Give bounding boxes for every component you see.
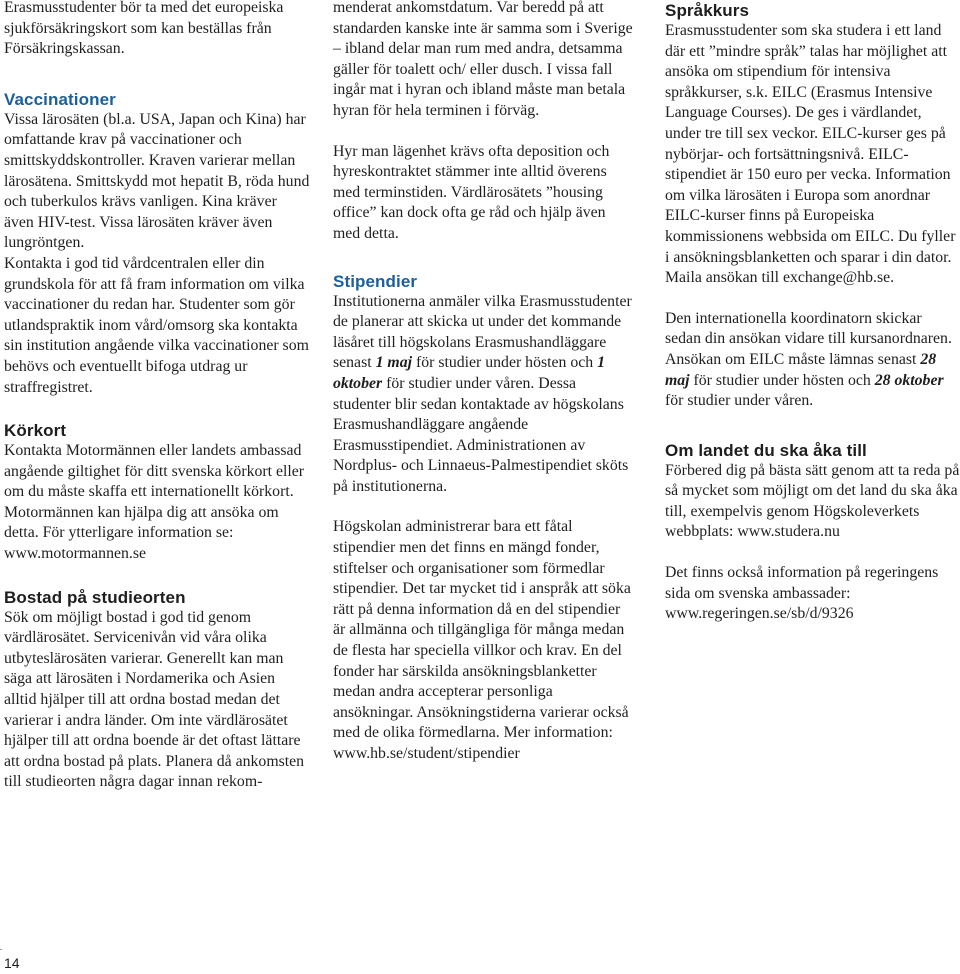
bostad-heading: Bostad på studieorten (4, 587, 186, 607)
om-landet-paragraph-1: Förbered dig på bästa sätt genom att ta reda på så mycket som möjligt om det land du ska åka till, exempelvis genom Högskoleverkets webbplats: www.studera.nu (665, 461, 960, 541)
bostad-continued-paragraph: menderat ankomstdatum. Var beredd på att standarden kanske inte är samma som i Sverige – ibland delar man rum med andra, detsamma gäller för toalett och/ eller dusch. I vissa fall ingår mat i hyran och ibland måste man betala hyran för hela terminen i förväg. (333, 0, 633, 119)
sprakkurs-paragraph-2 (665, 309, 960, 412)
deadline-1-maj: 1 maj (375, 354, 412, 372)
vaccinationer-paragraph-1: Vissa lärosäten (bl.a. USA, Japan och Kina) har omfattande krav på vaccinationer och smittskyddskontroller. Kraven varierar mellan lärosätena. Smittskydd mot hepatit B, röda hund och tuberkulos krävs vanligen. Kina kräver även HIV-test. Vissa lärosäten kräver även lungröntgen. (4, 110, 310, 252)
deadline-28-maj: 28 maj (665, 350, 937, 389)
column-1 (4, 0, 310, 793)
deposition-paragraph: Hyr man lägenhet krävs ofta deposition och hyreskontraktet stämmer inte alltid överens med terminstiden. Värdlärosätets ”housing office” kan dock ofta ge råd och hjälp även med detta. (333, 142, 610, 242)
korkort-paragraph: Kontakta Motormännen eller landets ambassad angående giltighet för ditt svenska körkort eller om du måste skaffa ett internationellt körkort. Motormännen kan hjälpa dig att ansöka om detta. För ytterligare information se: www.motormannen.se (4, 442, 305, 563)
stipendier-heading: Stipendier (333, 271, 418, 291)
intro-paragraph: Erasmusstudenter bör ta med det europeiska sjukförsäkringskort som kan beställas från Försäkringskassan. (4, 0, 284, 58)
deadline-1-oktober: 1 oktober (333, 354, 606, 392)
stipendier-paragraph-2: Högskolan administrerar bara ett fåtal stipendier men det finns en mängd fonder, stiftelser och organisationer som förmedlar stipendier. Det tar mycket tid i anspråk att söka rätt på denna information då en del stipendier är allmänna och tillgängliga för många medan de flesta har speciella villkor och krav. En del fonder har särskilda ansökningsblanketter medan andra accepterar personliga ansökningar. Ansökningstiderna varierar också med de olika förmedlarna. Mer information: www.hb.se/student/stipendier (333, 518, 631, 762)
stipendier-text-c: för studier under våren. Dessa studenter blir sedan kontaktade av högskolans Erasmushandläggare angående Erasmusstipendiet. Administrationen av Nordplus- och Linnaeus-Palmestipendiet sköts på institutionerna. (333, 374, 629, 495)
bostad-paragraph: Sök om möjligt bostad i god tid genom värdlärosätet. Servicenivån vid våra olika utbyteslärosäten varierar. Generellt kan man säga att lärosäten i Nordamerika och Asien alltid hjälper till att ordna bostad medan det varierar i andra länder. Om inte värdlärosätet hjälper till att ordna boende är det oftast lättare att ordna bostad på plats. Planera då ankomsten till studieorten några dagar innan rekom- (4, 608, 305, 791)
stipendier-paragraph-1 (333, 292, 633, 498)
vaccinationer-heading: Vaccinationer (4, 89, 116, 109)
sprakkurs-text-c: för studier under våren. (665, 392, 814, 410)
page-rule (0, 949, 2, 950)
column-2 (333, 0, 633, 765)
korkort-heading: Körkort (4, 421, 67, 441)
sprakkurs-text-b: för studier under hösten och (689, 371, 875, 389)
stipendier-text-b: för studier under hösten och (412, 354, 598, 372)
page-number: 14 (4, 955, 20, 971)
om-landet-paragraph-2: Det finns också information på regeringens sida om svenska ambassader: www.regeringen.se/sb/d/9326 (665, 564, 939, 623)
column-3 (665, 0, 960, 625)
sprakkurs-heading: Språkkurs (665, 1, 750, 20)
sprakkurs-paragraph-1: Erasmusstudenter som ska studera i ett land där ett ”mindre språk” talas har möjlighet att ansöka om stipendium för intensiva språkkurser, s.k. EILC (Erasmus Intensive Language Courses). De ges i värdlandet, under tre till sex veckor. EILC-kurser ges på nybörjar- och fortsättningsnivå. EILC-stipendiet är 150 euro per vecka. Information om vilka lärosäten i Europa som anordnar EILC-kurser finns på Europeiska kommissionens webbsida om EILC. Du fyller i ansökningsblanketten och sparar i din dator. Maila ansökan till exchange@hb.se. (665, 22, 956, 287)
sprakkurs-text-a: Den internationella koordinatorn skickar sedan din ansökan vidare till kursanordnaren. Ansökan om EILC måste lämnas senast (665, 309, 952, 368)
deadline-28-oktober: 28 oktober (874, 371, 944, 389)
stipendier-text-a: Institutionerna anmäler vilka Erasmusstudenter de planerar att skicka ut under det kommande läsåret till högskolans Erasmushandläggare senast (333, 292, 632, 372)
om-landet-heading: Om landet du ska åka till (665, 440, 867, 460)
vaccinationer-paragraph-2: Kontakta i god tid vårdcentralen eller din grundskola för att få fram information om vilka vaccinationer du redan har. Studenter som gör utlandspraktik inom vård/omsorg ska kontakta sin institution angående vilka vaccinationer som behövs och eventuellt bifoga utdrag ur straffregistret. (4, 254, 309, 396)
